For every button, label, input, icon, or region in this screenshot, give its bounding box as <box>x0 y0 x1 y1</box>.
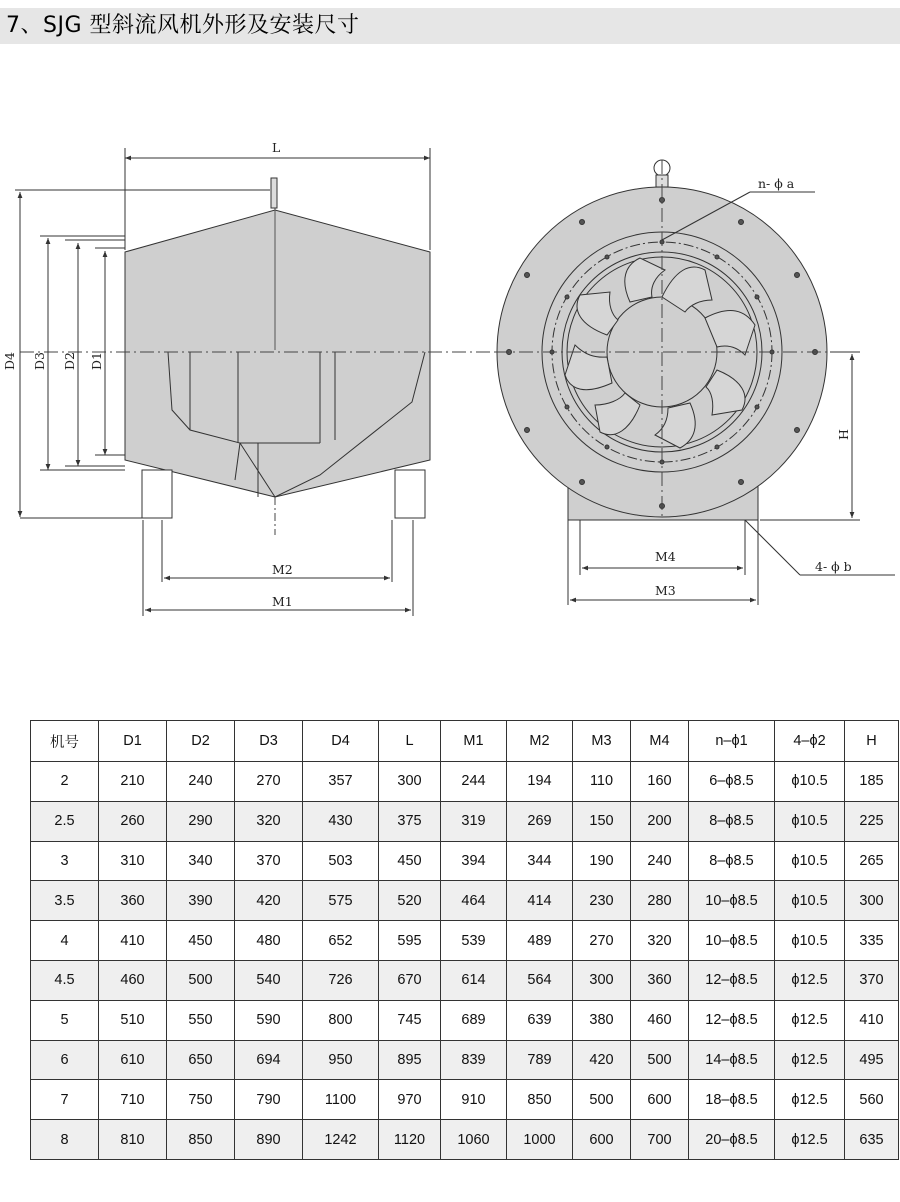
table-cell: 420 <box>235 881 303 921</box>
table-cell: 12–ϕ8.5 <box>689 1000 775 1040</box>
table-cell: 14–ϕ8.5 <box>689 1040 775 1080</box>
table-cell: 150 <box>573 801 631 841</box>
table-cell: 12–ϕ8.5 <box>689 960 775 1000</box>
table-cell: 269 <box>507 801 573 841</box>
table-cell: ϕ10.5 <box>775 921 845 961</box>
table-cell: 790 <box>235 1080 303 1120</box>
table-header-cell: M4 <box>631 721 689 762</box>
table-cell: 614 <box>441 960 507 1000</box>
table-cell: 194 <box>507 762 573 802</box>
table-cell: 910 <box>441 1080 507 1120</box>
table-cell: 240 <box>631 841 689 881</box>
table-cell: 410 <box>99 921 167 961</box>
table-cell: 1120 <box>379 1120 441 1160</box>
table-header-cell: M1 <box>441 721 507 762</box>
table-cell: 789 <box>507 1040 573 1080</box>
table-header-cell: M3 <box>573 721 631 762</box>
label-n-phi-a: n- ϕ a <box>758 176 795 191</box>
table-cell: 6–ϕ8.5 <box>689 762 775 802</box>
table-cell: 335 <box>845 921 899 961</box>
table-cell: 850 <box>167 1120 235 1160</box>
table-cell: 18–ϕ8.5 <box>689 1080 775 1120</box>
table-row <box>31 801 899 841</box>
table-row <box>31 1000 899 1040</box>
table-row <box>31 762 899 802</box>
table-cell: 450 <box>167 921 235 961</box>
table-cell: 6 <box>31 1040 99 1080</box>
table-cell: 340 <box>167 841 235 881</box>
table-cell: 890 <box>235 1120 303 1160</box>
table-cell: ϕ12.5 <box>775 1000 845 1040</box>
table-cell: 225 <box>845 801 899 841</box>
table-header-cell: n–ϕ1 <box>689 721 775 762</box>
table-cell: 5 <box>31 1000 99 1040</box>
table-cell: 357 <box>303 762 379 802</box>
dim-D1-label: D1 <box>89 352 104 370</box>
table-cell: 10–ϕ8.5 <box>689 881 775 921</box>
table-cell: 726 <box>303 960 379 1000</box>
table-cell: 539 <box>441 921 507 961</box>
table-cell: 2.5 <box>31 801 99 841</box>
table-cell: 460 <box>631 1000 689 1040</box>
table-cell: 950 <box>303 1040 379 1080</box>
table-row <box>31 1080 899 1120</box>
table-cell: 540 <box>235 960 303 1000</box>
table-cell: 670 <box>379 960 441 1000</box>
table-cell: 639 <box>507 1000 573 1040</box>
table-cell: 850 <box>507 1080 573 1120</box>
label-4-phi-b: 4- ϕ b <box>815 559 852 574</box>
table-row <box>31 960 899 1000</box>
dim-D2-label: D2 <box>62 352 77 370</box>
table-cell: ϕ12.5 <box>775 960 845 1000</box>
table-cell: 310 <box>99 841 167 881</box>
table-cell: 2 <box>31 762 99 802</box>
table-cell: 210 <box>99 762 167 802</box>
table-cell: 694 <box>235 1040 303 1080</box>
table-cell: 230 <box>573 881 631 921</box>
table-cell: 460 <box>99 960 167 1000</box>
dim-H-label: H <box>836 429 851 440</box>
table-header-cell: D2 <box>167 721 235 762</box>
table-cell: 414 <box>507 881 573 921</box>
table-cell: 839 <box>441 1040 507 1080</box>
table-row <box>31 1120 899 1160</box>
table-cell: ϕ12.5 <box>775 1120 845 1160</box>
table-cell: 600 <box>573 1120 631 1160</box>
table-cell: 650 <box>167 1040 235 1080</box>
table-cell: 265 <box>845 841 899 881</box>
table-cell: 750 <box>167 1080 235 1120</box>
table-cell: 8–ϕ8.5 <box>689 801 775 841</box>
table-header-cell: H <box>845 721 899 762</box>
table-cell: 300 <box>573 960 631 1000</box>
table-cell: 319 <box>441 801 507 841</box>
spec-table <box>30 720 899 1160</box>
table-cell: 300 <box>379 762 441 802</box>
front-view <box>495 160 895 605</box>
table-cell: 635 <box>845 1120 899 1160</box>
table-cell: 190 <box>573 841 631 881</box>
table-cell: 160 <box>631 762 689 802</box>
table-cell: 480 <box>235 921 303 961</box>
table-cell: 503 <box>303 841 379 881</box>
table-cell: ϕ10.5 <box>775 881 845 921</box>
table-cell: 3.5 <box>31 881 99 921</box>
dim-D4-label: D4 <box>2 352 17 370</box>
table-cell: 800 <box>303 1000 379 1040</box>
table-cell: 590 <box>235 1000 303 1040</box>
dim-L-label: L <box>272 140 281 155</box>
table-cell: 280 <box>631 881 689 921</box>
table-cell: 7 <box>31 1080 99 1120</box>
table-cell: 270 <box>235 762 303 802</box>
table-cell: 10–ϕ8.5 <box>689 921 775 961</box>
table-cell: 8–ϕ8.5 <box>689 841 775 881</box>
table-cell: 1000 <box>507 1120 573 1160</box>
table-cell: 970 <box>379 1080 441 1120</box>
table-row <box>31 1040 899 1080</box>
table-header-cell: D1 <box>99 721 167 762</box>
table-cell: 20–ϕ8.5 <box>689 1120 775 1160</box>
table-cell: 200 <box>631 801 689 841</box>
table-cell: 520 <box>379 881 441 921</box>
table-row <box>31 921 899 961</box>
table-cell: 689 <box>441 1000 507 1040</box>
table-cell: 344 <box>507 841 573 881</box>
table-cell: ϕ10.5 <box>775 762 845 802</box>
table-header-cell: D4 <box>303 721 379 762</box>
table-row <box>31 881 899 921</box>
table-header-row <box>31 721 899 762</box>
page-title: 7、SJG 型斜流风机外形及安装尺寸 <box>6 13 360 38</box>
table-cell: 895 <box>379 1040 441 1080</box>
table-cell: 550 <box>167 1000 235 1040</box>
table-header-cell: M2 <box>507 721 573 762</box>
table-cell: 370 <box>235 841 303 881</box>
table-cell: 489 <box>507 921 573 961</box>
dim-M3-label: M3 <box>655 583 676 598</box>
table-cell: 420 <box>573 1040 631 1080</box>
fan-body-side <box>125 210 430 497</box>
table-cell: 1060 <box>441 1120 507 1160</box>
table-row <box>31 841 899 881</box>
table-cell: ϕ12.5 <box>775 1040 845 1080</box>
table-cell: 700 <box>631 1120 689 1160</box>
table-cell: ϕ10.5 <box>775 841 845 881</box>
table-cell: 575 <box>303 881 379 921</box>
table-header-cell: 机号 <box>31 721 99 762</box>
table-cell: 260 <box>99 801 167 841</box>
table-cell: 394 <box>441 841 507 881</box>
table-cell: 320 <box>235 801 303 841</box>
table-cell: 240 <box>167 762 235 802</box>
table-cell: 745 <box>379 1000 441 1040</box>
table-header-cell: L <box>379 721 441 762</box>
table-cell: 595 <box>379 921 441 961</box>
table-cell: 290 <box>167 801 235 841</box>
dim-M2-label: M2 <box>272 562 293 577</box>
dim-M1-label: M1 <box>272 594 293 609</box>
table-cell: 375 <box>379 801 441 841</box>
table-cell: ϕ12.5 <box>775 1080 845 1120</box>
table-cell: 710 <box>99 1080 167 1120</box>
table-cell: 610 <box>99 1040 167 1080</box>
table-cell: 600 <box>631 1080 689 1120</box>
table-cell: 1100 <box>303 1080 379 1120</box>
table-cell: 3 <box>31 841 99 881</box>
table-cell: 564 <box>507 960 573 1000</box>
table-cell: 510 <box>99 1000 167 1040</box>
table-cell: 1242 <box>303 1120 379 1160</box>
fan-outline-drawing <box>0 120 900 630</box>
table-cell: 500 <box>631 1040 689 1080</box>
dim-M4-label: M4 <box>655 549 676 564</box>
table-cell: 464 <box>441 881 507 921</box>
table-cell: 360 <box>99 881 167 921</box>
table-cell: ϕ10.5 <box>775 801 845 841</box>
title-bar <box>0 8 900 44</box>
table-cell: 450 <box>379 841 441 881</box>
table-cell: 495 <box>845 1040 899 1080</box>
table-cell: 370 <box>845 960 899 1000</box>
table-cell: 244 <box>441 762 507 802</box>
side-view <box>15 148 520 616</box>
table-cell: 560 <box>845 1080 899 1120</box>
table-cell: 270 <box>573 921 631 961</box>
table-header-cell: D3 <box>235 721 303 762</box>
table-header-cell: 4–ϕ2 <box>775 721 845 762</box>
table-cell: 8 <box>31 1120 99 1160</box>
table-cell: 4 <box>31 921 99 961</box>
table-cell: 380 <box>573 1000 631 1040</box>
table-cell: 810 <box>99 1120 167 1160</box>
table-cell: 410 <box>845 1000 899 1040</box>
table-cell: 110 <box>573 762 631 802</box>
table-cell: 500 <box>167 960 235 1000</box>
table-cell: 320 <box>631 921 689 961</box>
table-cell: 500 <box>573 1080 631 1120</box>
table-cell: 185 <box>845 762 899 802</box>
table-cell: 360 <box>631 960 689 1000</box>
table-cell: 390 <box>167 881 235 921</box>
table-cell: 300 <box>845 881 899 921</box>
dim-D3-label: D3 <box>32 352 47 370</box>
table-cell: 4.5 <box>31 960 99 1000</box>
table-cell: 652 <box>303 921 379 961</box>
table-cell: 430 <box>303 801 379 841</box>
